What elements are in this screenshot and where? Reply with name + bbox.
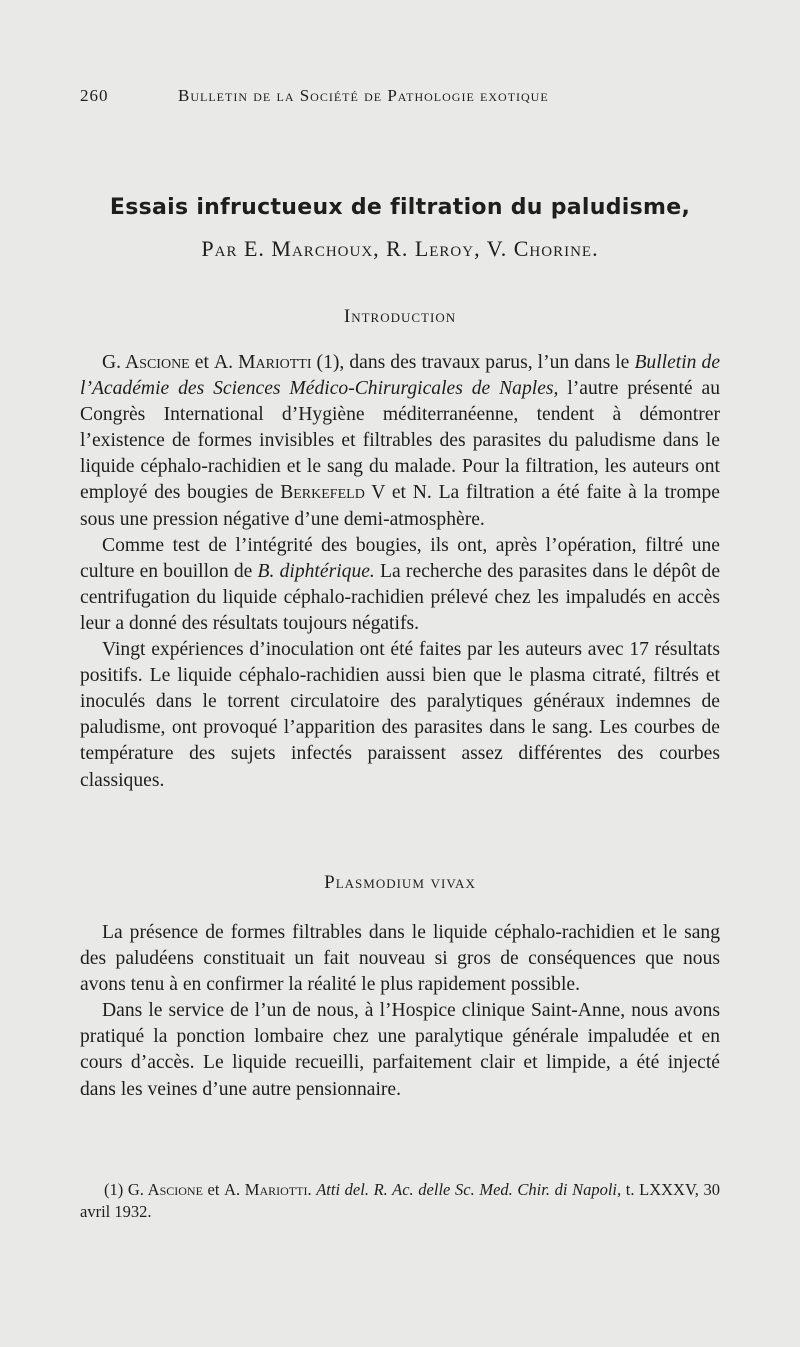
paragraph-1 xyxy=(80,350,720,533)
journal-title: Bulletin de la Société de Pathologie exotique xyxy=(178,86,549,105)
text-fragment: (1), dans des travaux parus, l’un dans le xyxy=(311,352,635,373)
name-berkefeld: Berkefeld xyxy=(280,482,365,504)
footnote-author-mariotti: A. Mariotti. xyxy=(224,1180,312,1199)
paragraph-5: Dans le service de l’un de nous, à l’Hospice clinique Saint-Anne, nous avons pratiqué la ponction lombaire chez une paralytique générale impaludée et en cours d’accès. Le liquide recueilli, parfaitement clair et limpide, a été injecté dans les veines d’une autre pensionnaire. xyxy=(80,1000,720,1100)
footnote-marker: (1) xyxy=(104,1180,124,1199)
vivax-body xyxy=(80,920,720,1103)
author-ascione: G. Ascione xyxy=(102,352,190,373)
text-fragment: V et N. La filtration a été faite à la trompe sous une pression négative d’une demi-atmosphère. xyxy=(80,482,720,530)
paragraph-3: Vingt expériences d’inoculation ont été faites par les auteurs avec 17 résultats positifs. Le liquide céphalo-rachidien aussi bien que le plasma citraté, filtrés et inoculés dans le torrent circulatoire des paralytiques généraux indemnes de paludisme, ont provoqué l’apparition des parasites dans le sang. Les courbes de température des sujets infectés paraissent assez différentes des courbes classiques. xyxy=(80,639,720,791)
paragraph-2 xyxy=(80,533,720,637)
text-fragment: l’autre présenté au Congrès International d’Hygiène méditerranéenne, tendent à démontrer l’existence de formes invisibles et filtrables des parasites du paludisme dans le liquide céphalo-rachidien et le sang du malade. Pour la filtration, les auteurs ont employé des bougies de xyxy=(80,378,720,504)
running-head xyxy=(80,86,720,116)
paragraph-4: La présence de formes filtrables dans le liquide céphalo-rachidien et le sang des paludéens constituait un fait nouveau si gros de conséquences que nous avons tenu à en confirmer la réalité le plus rapidement possible. xyxy=(80,922,720,996)
text-fragment: La recherche des parasites dans le dépôt de centrifugation du liquide céphalo-rachidien prélevé chez les impaludés en accès leur a donné des résultats toujours négatifs. xyxy=(80,560,721,634)
article-authors: Par E. Marchoux, R. Leroy, V. Chorine. xyxy=(201,236,599,261)
introduction-body xyxy=(80,350,720,794)
footnote-author-ascione: G. Ascione xyxy=(127,1180,203,1199)
page-number: 260 xyxy=(80,86,109,105)
footnote xyxy=(80,1179,720,1223)
footnote-source: Atti del. R. Ac. delle Sc. Med. Chir. di Napoli, xyxy=(316,1180,622,1199)
section-heading-introduction: Introduction xyxy=(343,306,457,327)
footnote-details: t. LXXXV, 30 avril 1932. xyxy=(80,1180,720,1221)
text-fragment: Comme test de l’intégrité des bougies, ils ont, après l’opération, filtré une culture en bouillon de xyxy=(80,534,720,582)
text-fragment: et xyxy=(202,1180,225,1199)
article-title: Essais infructueux de filtration du paludisme, xyxy=(109,195,691,220)
journal-name: Bulletin de l’Académie des Sciences Médico-Chirurgicales de Naples, xyxy=(80,352,721,400)
species-name: B. diphtérique. xyxy=(257,560,375,582)
author-mariotti: A. Mariotti xyxy=(213,352,312,373)
section-heading-plasmodium-vivax: Plasmodium vivax xyxy=(324,872,476,893)
text-fragment: et xyxy=(189,352,214,373)
